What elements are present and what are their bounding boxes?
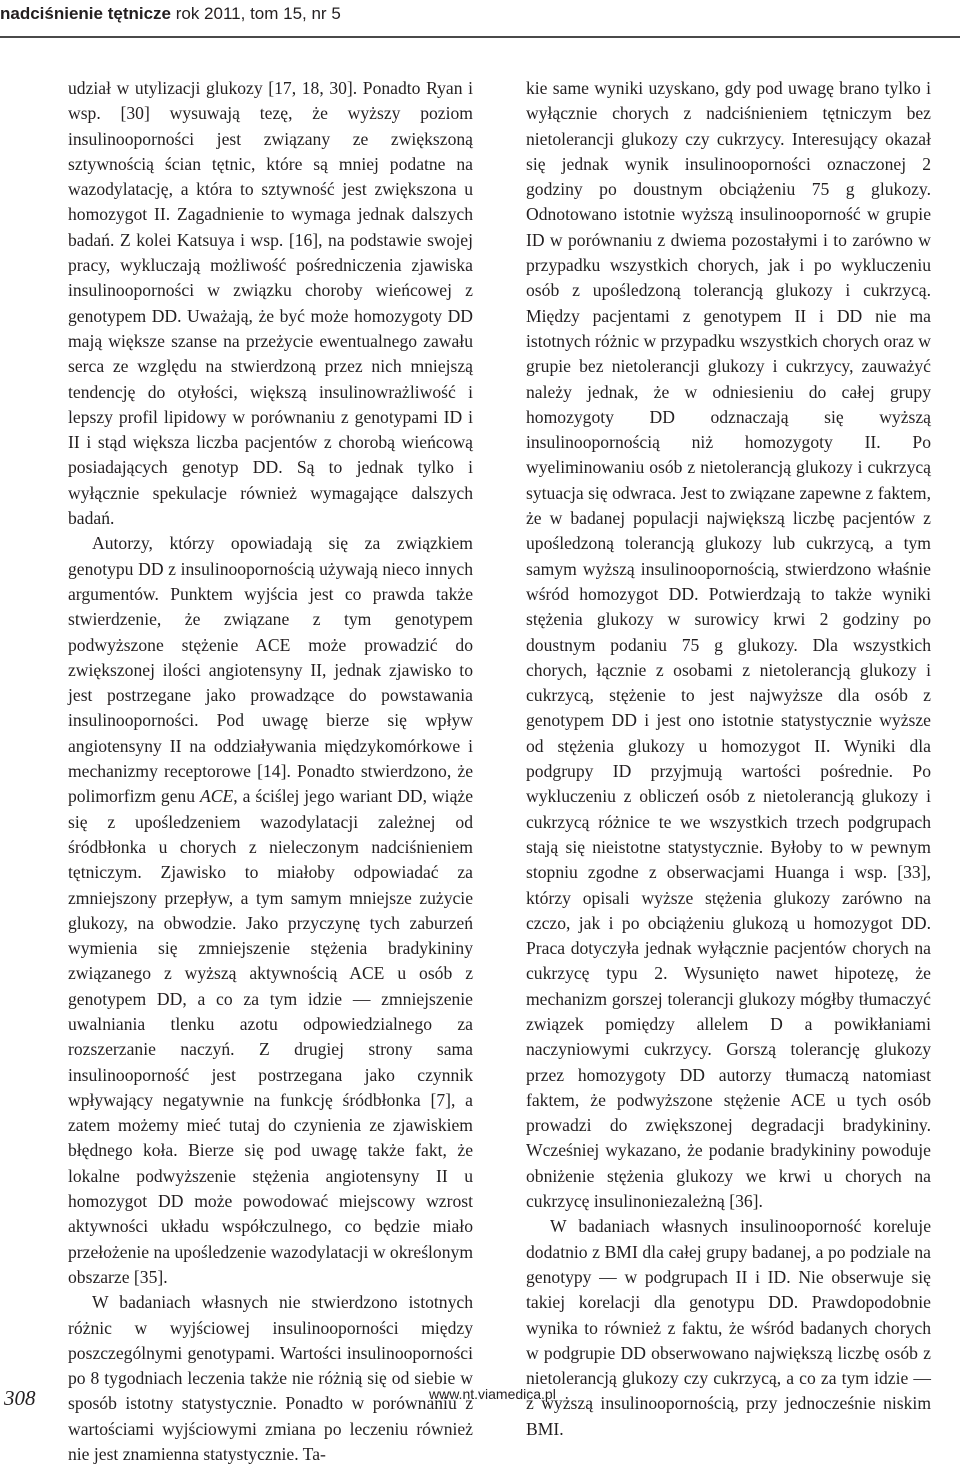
left-paragraph-1: udział w utylizacji glukozy [17, 18, 30]. Ponadto Ryan i wsp. [30] wysuwają tezę, że wyższy poziom insulinooporności jest związany ze zwiększoną sztywnością ścian tętnic, które są mniej podatne na wazodylatację, a która to sztywność jest zwiększona u homozygot II. Zagadnienie to wymaga jednak dalszych badań. Z kolei Katsuya i wsp. [16], na podstawie swojej pracy, wykluczają możliwość pośredniczenia zjawiska insulinooporności w związku choroby wieńcowej z genotypem DD. Uważają, że być może homozygoty DD mają większe szanse na przeżycie ewentualnego zawału serca ze względu na stwierdzoną przez nich mniejszą tendencję do otyłości, większą insulinowrażliwość i lepszy profil lipidowy w porównaniu z genotypami ID i II i stąd większa liczba pacjentów z chorobą wieńcową posiadających genotyp DD. Są to jednak tylko i wyłącznie spekulacje również wymagające dalszych badań. (68, 78, 473, 529)
right-column (526, 76, 931, 1442)
right-paragraph-1: kie same wyniki uzyskano, gdy pod uwagę brano tylko i wyłącznie chorych z nadciśnieniem tętniczym bez nietolerancji glukozy czy cukrzycy. Interesujący okazał się jednak wynik insulinooporności oznaczonej 2 godziny po doustnym obciążeniu 75 g glukozy. Odnotowano istotnie wyższą insulinooporność w grupie ID w porównaniu z dwiema pozostałymi i to zarówno w przypadku wszystkich chorych, jak i po wykluczeniu osób z upośledzoną tolerancją glukozy i cukrzycą. Między pacjentami z genotypem II i DD nie ma istotnych różnic w przypadku wszystkich chorych oraz w grupie bez nietolerancji glukozy i cukrzycy, zauważyć należy jednak, że w odniesieniu do całej grupy homozygoty DD odznaczają się wyższą insulinoopornością niż homozygoty II. Po wyeliminowaniu osób z nietolerancją glukozy i cukrzycą sytuacja się odwraca. Jest to związane zapewne z faktem, że w badanej populacji największą liczbę pacjentów z upośledzoną tolerancją glukozy lub cukrzycą, a tym samym wyższą insulinoopornością, stwierdzono właśnie wśród homozygot DD. Potwierdzają to także wyniki stężenia glukozy w surowicy krwi 2 godziny po doustnym podaniu 75 g glukozy. Dla wszystkich chorych, łącznie z osobami z nietolerancją glukozy i cukrzycą, stężenie to jest najwyższe dla osób z genotypem DD i jest ono istotnie statystycznie wyższe od stężenia glukozy u homozygot II. Wyniki dla podgrupy ID przyjmują wartości pośrednie. Po wykluczeniu z obliczeń osób z nietolerancją glukozy i cukrzycą różnice te we wszystkich trzech podgrupach stają się nieistotne statystycznie. Byłoby to w pewnym stopniu zgodne z obserwacjami Huanga i wsp. [33], którzy opisali wyższe stężenia glukozy zarówno na czczo, jak i po obciążeniu glukozą u homozygot DD. Praca dotyczyła jednak wyłącznie pacjentów chorych na cukrzycę typu 2. Wysunięto nawet hipotezę, że mechanizm gorszej tolerancji glukozy mógłby tłumaczyć związek pomiędzy allelem D a powikłaniami naczyniowymi cukrzycy. Gorszą tolerancję glukozy przez homozygoty DD autorzy tłumaczą natomiast faktem, że podwyższone stężenie ACE u tych osób prowadzi do zwiększonej degradacji bradykininy. Wcześniej wykazano, że podanie bradykininy powoduje obniżenie stężenia glukozy we krwi u chorych na cukrzycę insulinoniezależną [36]. (526, 78, 931, 1212)
right-paragraph-2: W badaniach własnych insulinooporność koreluje dodatnio z BMI dla całej grupy badanej, a po podziale na genotypy — w podgrupach II i ID. Nie obserwuje się takiej korelacji dla genotypu DD. Prawdopodobnie wynika to również z faktu, że wśród badanych chorych w podgrupie DD obserwowano największą liczbę osób z nietolerancją glukozy czy cukrzycą, a co za tym idzie — z wyższą insulinoopornością, przy jednocześnie niskim BMI. (526, 1216, 931, 1439)
left-paragraph-2-part-a: Autorzy, którzy opowiadają się za związkiem genotypu DD z insulinoopornością używają nieco innych argumentów. Punktem wyjścia jest co prawda także stwierdzenie, że związane z tym genotypem podwyższone stężenie ACE może prowadzić do zwiększonej ilości angiotensyny II, jednak zjawisko to jest postrzegane jako prowadzące do powstawania insulinooporności. Pod uwagę bierze się wpływ angiotensyny II na oddziaływania międzykomórkowe i mechanizmy receptorowe [14]. Ponadto stwierdzono, że polimorfizm genu (68, 533, 473, 807)
left-paragraph-2 (68, 531, 473, 1290)
header-rule (0, 36, 960, 38)
page-number: 308 (4, 1386, 36, 1410)
journal-issue: rok 2011, tom 15, nr 5 (171, 4, 341, 23)
journal-name: nadciśnienie tętnicze (0, 4, 171, 23)
gene-name-italic: ACE (200, 786, 234, 807)
left-paragraph-3: W badaniach własnych nie stwierdzono istotnych różnic w wyjściowej insulinooporności między poszczególnymi genotypami. Wartości insulinooporności po 8 tygodniach leczenia także nie różnią się od siebie w sposób istotny statystycznie. Ponadto w porównaniu z wartościami wyjściowymi zmiana po leczeniu również nie jest znamienna statystycznie. Ta- (68, 1292, 473, 1465)
running-header (0, 0, 960, 44)
journal-header (0, 4, 341, 24)
left-paragraph-2-part-b: , a ściślej jego wariant DD, wiąże się z upośledzeniem wazodylatacji zależnej od śródbłonka u chorych z nieleczonym nadciśnieniem tętniczym. Zjawisko to miałoby odpowiadać za zmniejszony przepływ, a tym samym mniejsze zużycie glukozy, na obwodzie. Jako przyczynę tych zaburzeń wymienia się zmniejszenie stężenia bradykininy związanego z wyższą aktywnością ACE u osób z genotypem DD, a co za tym idzie — zmniejszenie uwalniania tlenku azotu odpowiedzialnego za rozszerzanie naczyń. Z drugiej strony sama insulinooporność jest postrzegana jako czynnik wpływający negatywnie na funkcję śródbłonka [7], a zatem możemy mieć tutaj do czynienia ze zjawiskiem błędnego koła. Bierze się pod uwagę także fakt, że lokalne podwyższenie stężenia angiotensyny II u homozygot DD może powodować miejscowy wzrost aktywności układu współczulnego, co będzie miało przełożenie na upośledzenie wazodylatacji w określonym obszarze [35]. (68, 786, 474, 1287)
footer-url: www.nt.viamedica.pl (429, 1386, 556, 1402)
left-column (68, 76, 473, 1467)
